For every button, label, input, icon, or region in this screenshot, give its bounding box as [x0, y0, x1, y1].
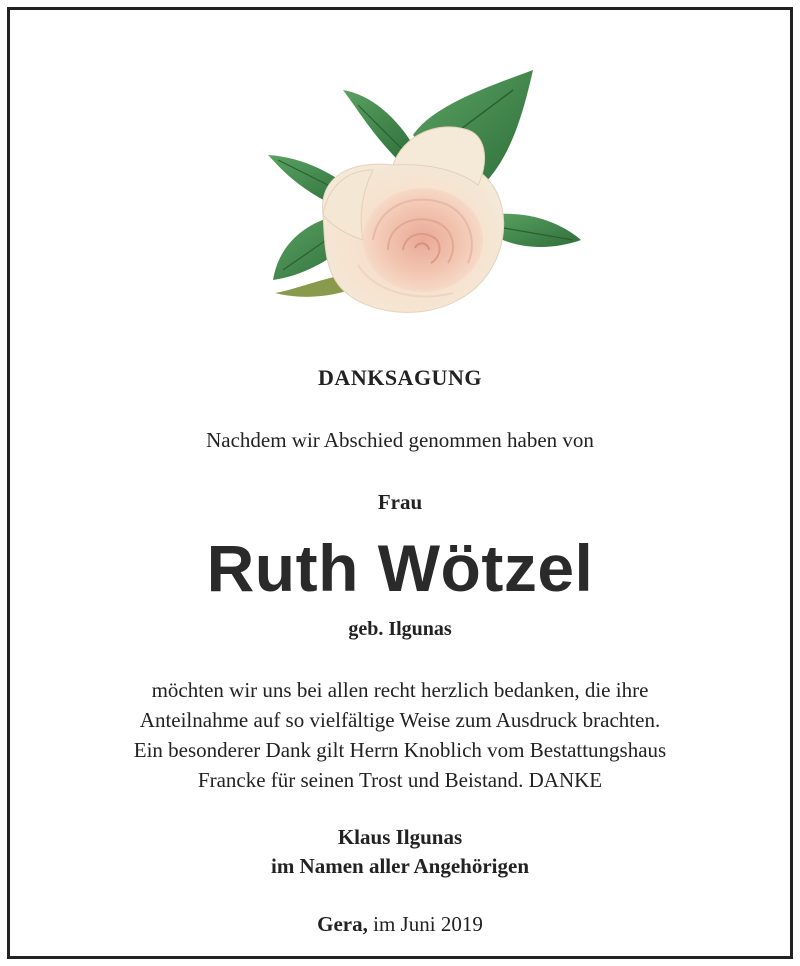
signature-name: Klaus Ilgunas: [337, 825, 463, 849]
thanks-line: Francke für seinen Trost und Beistand. DANKE: [197, 768, 603, 792]
date: im Juni 2019: [367, 912, 483, 936]
place-date: [10, 912, 790, 937]
rose-icon: [263, 65, 583, 320]
salutation: Frau: [377, 490, 423, 514]
place: Gera,: [317, 912, 368, 936]
border-frame: [7, 7, 793, 959]
birth-name: geb. Ilgunas: [348, 618, 452, 640]
thanks-text: [10, 675, 790, 795]
intro-text: Nachdem wir Abschied genommen haben von: [206, 428, 594, 452]
thanks-line: Anteilnahme auf so vielfältige Weise zum Ausdruck brachten.: [139, 708, 661, 732]
signature-on-behalf: im Namen aller Angehörigen: [270, 854, 529, 878]
thanks-line: Ein besonderer Dank gilt Herrn Knoblich vom Bestattungshaus: [133, 738, 667, 762]
heading: DANKSAGUNG: [318, 365, 482, 390]
thanks-line: möchten wir uns bei allen recht herzlich bedanken, die ihre: [151, 678, 649, 702]
deceased-name: Ruth Wötzel: [206, 531, 594, 605]
